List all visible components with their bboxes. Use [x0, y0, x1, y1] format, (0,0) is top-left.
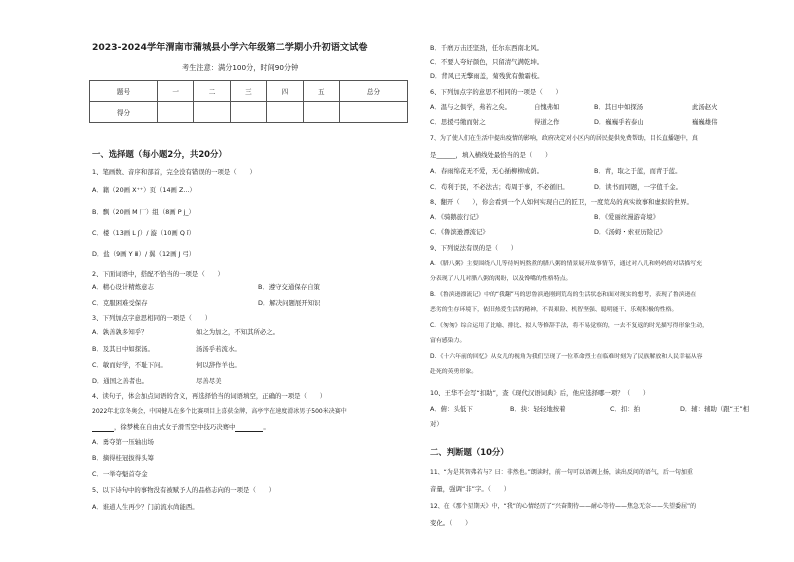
- option-b-cont: 恶劣的生存环境下，依旧热爱生活的精神，不畏艰险、机智坚强、聪明能干、乐观积极的性格。: [430, 307, 678, 313]
- option-a-cont: 分表现了八儿对腊八粥的渴盼，以及馋嘴的性格特点。: [430, 276, 572, 282]
- option-a: A．籍（20画 X⁺⁺）页（14画 Z...）: [92, 186, 196, 194]
- question-stem: 12、在《那个星期天》中，“我”的心情经历了“兴奋期待——耐心等待——焦急无奈——失望委屈”的: [430, 503, 697, 510]
- option-d: D．背风已无擎雨盖，菊残犹有傲霜枝。: [430, 72, 544, 80]
- question-stem: 5、以下诗句中的事物没有被赋予人的品格志向的一项是（ ）: [92, 486, 276, 494]
- option-a: A．俯：头低下: [430, 405, 473, 413]
- question-stem: 10、王华不会写“扣助”，查《现代汉语词典》后，他应选择哪一项？（ ）: [430, 389, 650, 397]
- question-stem: 11、“为是其智弗若与？曰：非然也。”朗读时，前一句可以语调上扬，读出反问的语气，后一句加重: [430, 469, 693, 476]
- option-b: B．《爱丽丝漫游奇境》: [594, 213, 660, 221]
- score-table: [89, 80, 408, 123]
- section-heading: 一、选择题（每小题2分，共20分）: [92, 149, 227, 159]
- option-b-pair: 汤汤乎若流水。: [196, 345, 241, 353]
- question-stem: 4、读句子，体会加点词语的含义，再选择恰当的词语填空，正确的一项是（ ）: [92, 392, 327, 400]
- option-d: D．《十六年前的回忆》从女儿的视角为我们呈现了一位革命烈士在临难时刻为了民族解放和人民幸福从容: [430, 354, 703, 360]
- score-table-cell: 五: [303, 81, 339, 102]
- option-d: D．读书而同题，一字值千金。: [594, 183, 682, 191]
- question-stem: 1、笔画数、音序和部首，完全没有错误的一项是（ ）: [92, 168, 256, 176]
- option-d: D．巍巍乎若泰山: [594, 118, 644, 126]
- option-b: B．遵守交通保存自策: [258, 283, 320, 291]
- option-c: C．不要人夸好颜色，只留清气满乾坤。: [430, 58, 544, 66]
- option-a-pair: 自愧弗如: [534, 103, 560, 111]
- option-d-pair: 巍巍雄伟: [692, 118, 718, 126]
- option-d: D．《汤姆・索亚历险记》: [594, 228, 667, 236]
- option-d-pair: 尽善尽美: [196, 377, 222, 385]
- question-stem-cont: 音量，强调“非”字。（ ）: [430, 485, 511, 493]
- option-a: A．孰善孰多知乎？: [92, 328, 148, 336]
- option-d-cont: 对）: [430, 420, 443, 428]
- option-b: B．《鲁滨逊漂流记》中的“我翻”马的思鲁滨逊刚到荒岛的生活状态和面对现实的想考，表现了鲁滨逊在: [430, 292, 697, 298]
- option-c: C．敏而好学，不耻下问。: [92, 361, 167, 369]
- option-b: B．青，取之于蓝，而青于蓝。: [594, 167, 682, 175]
- question-passage: [92, 423, 270, 432]
- option-b: B．千磨万击还坚劲，任尔东西南北风。: [430, 44, 544, 52]
- question-stem: 3、下列加点字意思相同的一项是（ ）: [92, 314, 212, 322]
- question-stem: 8、翻开（ ），你会看到一个人如何实现自己的匠卫，一度荒岛的真实故事和虚拟的世界。: [430, 198, 693, 206]
- score-table-header-row: [90, 81, 408, 102]
- option-d: D．盐（9画 Y ⅲ）/ 翼（12画 J 弓）: [92, 250, 196, 258]
- question-stem-cont: 变化。（ ）: [430, 519, 472, 527]
- answer-blank[interactable]: [235, 423, 263, 432]
- option-b: B．摘得桂冠拔得头筹: [92, 454, 154, 462]
- option-c: C．克服困难受保存: [92, 299, 148, 307]
- score-table-cell: 三: [230, 81, 266, 102]
- option-c: C．苟利于民，不必法古；苟周于事，不必循旧。: [430, 183, 569, 191]
- option-a: A．温与之俱学，弗若之矣。: [430, 103, 512, 111]
- score-blank-cell[interactable]: [158, 102, 194, 123]
- question-stem: 9、下列说法有误的是（ ）: [430, 244, 518, 252]
- option-c: C．《鲁滨逊漂流记》: [430, 228, 489, 236]
- option-c: C．一举夺魁首夺金: [92, 470, 148, 478]
- score-blank-cell[interactable]: [339, 102, 407, 123]
- question-stem: 6、下列加点字的意思不相同的一项是（ ）: [430, 88, 562, 96]
- score-table-score-row: [90, 102, 408, 123]
- option-c-pair: 得道之作: [534, 118, 560, 126]
- option-b-pair: 此汤赵火: [692, 103, 718, 111]
- exam-notice: 考生注意：满分100分，时间90分钟: [182, 63, 299, 72]
- option-d-cont: 赴死的英勇形象。: [430, 369, 478, 375]
- answer-blank[interactable]: [92, 423, 114, 432]
- score-table-cell: 总分: [339, 81, 407, 102]
- option-a: A．勇夺第一压轴出场: [92, 438, 154, 446]
- score-blank-cell[interactable]: [267, 102, 303, 123]
- option-c-pair: 何以辞作羊也。: [196, 361, 241, 369]
- option-b: B．及其日中如探汤。: [92, 345, 154, 353]
- option-c: C．扣：拍: [610, 405, 641, 413]
- score-table-cell: 题号: [90, 81, 158, 102]
- option-a: A．《骑鹅旅行记》: [430, 213, 483, 221]
- score-table-cell: 一: [158, 81, 194, 102]
- option-b: B．其日中如探汤: [594, 103, 644, 111]
- option-c: C．思援弓缴而射之: [430, 118, 486, 126]
- page-title: 2023-2024学年渭南市蒲城县小学六年级第二学期小升初语文试卷: [92, 42, 368, 53]
- passage-text: ，徐梦桃在自由式女子滑雪空中技巧决赛中: [114, 423, 236, 431]
- question-passage: 2022年北京冬奥会，中国健儿在多个比赛项目上喜获金牌，高亭宇在速度滑冰男子500米决赛中: [92, 408, 347, 415]
- score-blank-cell[interactable]: [230, 102, 266, 123]
- option-b: B．抉：轻轻地按着: [510, 405, 566, 413]
- option-a-pair: 如之为加之，不知其所必之。: [196, 328, 280, 336]
- passage-text: 。: [263, 423, 270, 431]
- option-c: C．《匆匆》综合运用了比喻、排比、拟人等修辞手法，将不易觉察的，一去不复返的时光描写得形象生动，: [430, 323, 709, 329]
- section-heading: 二、判断题（10分）: [430, 447, 509, 457]
- option-d: D．解决问题展开知识: [258, 299, 321, 307]
- score-table-cell: 四: [267, 81, 303, 102]
- option-a: A．春雨绵花无不爱，无心插柳柳成荫。: [430, 167, 544, 175]
- question-stem: 7、为了使人们在生活中提出疫情的影响，政府决定对小区内的居民提供免费帮助，目长直播题中，真: [430, 135, 698, 142]
- option-a: A．谁道人生再少？门前流水尚能西。: [92, 503, 199, 511]
- score-table-cell: 二: [194, 81, 230, 102]
- option-d: D．辅：辅助（跟“王”相: [680, 405, 750, 413]
- score-table-row-label: 得分: [90, 102, 158, 123]
- right-column: [410, 0, 794, 562]
- score-blank-cell[interactable]: [303, 102, 339, 123]
- option-c: C．楼（13画 L ʃ）/ 漩（10画 Q ǐ）: [92, 229, 196, 237]
- option-c-cont: 富有感染力。: [430, 338, 466, 344]
- option-b: B．飘（20画 M 厂）组（8画 P j_）: [92, 208, 195, 216]
- option-a: A．精心设计精炼意志: [92, 283, 154, 291]
- option-a: A．《腊八粥》主要围绕八儿等待妈妈熬煮的腊八粥的情景展开故事情节，通过对八儿和妈妈的对话描写充: [430, 261, 703, 267]
- option-d: D．通国之善者也。: [92, 377, 149, 385]
- question-stem-cont: 是______，填入横线处最恰当的是（ ）: [430, 151, 552, 159]
- score-blank-cell[interactable]: [194, 102, 230, 123]
- question-stem: 2、下面词语中，搭配不恰当的一项是（ ）: [92, 270, 224, 278]
